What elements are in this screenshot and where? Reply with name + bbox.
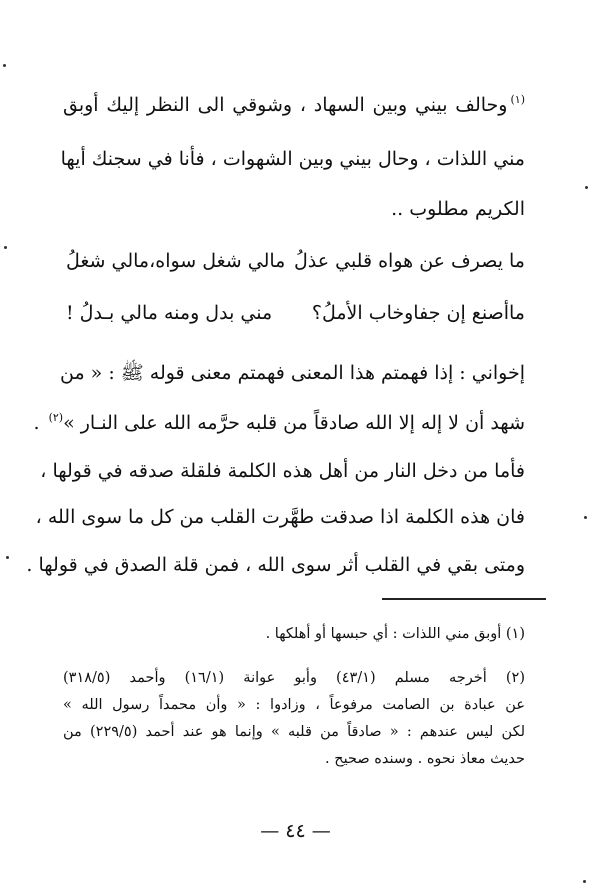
verse-1-right-hemistich: ما يصرف عن هواه قلبي عذلُ [293, 250, 525, 272]
paragraph-2-line-4: فان هذه الكلمة اذا صدقت طهَّرت القلب من كل ما سوى الله ، [35, 506, 525, 528]
paragraph-1-line-2: مني اللذات ، وحال بيني وبين الشهوات ، فأنا في سجنك أيها [60, 148, 525, 170]
scan-speck [585, 186, 588, 189]
scan-speck [583, 880, 586, 883]
footnote-ref-1: (١) [510, 93, 525, 106]
paragraph-2-line-1: إخواني : إذا فهمتم هذا المعنى فهمتم معنى قوله ﷺ : « من [59, 362, 525, 384]
footnote-2-line-4: حديث معاذ نحوه . وسنده صحيح . [325, 751, 525, 767]
footnote-divider [382, 598, 546, 600]
scan-speck [6, 556, 9, 559]
verse-2-right-hemistich: ماأصنع إن جفاوخاب الأملُ؟ [311, 302, 525, 324]
footnote-2-line-3: لكن ليس عندهم : « صادقاً من قلبه » وإنما هو عند أحمد (٢٢٩/٥) من [63, 724, 525, 740]
paragraph-1-line-1: $^{(١)}$وحالف بيني وبين السهاد ، وشوقي الى النظر إليك أوبق [63, 93, 525, 116]
page-number: — ٤٤ — [260, 820, 331, 842]
scan-speck [584, 516, 587, 519]
footnote-ref-2: (٢) [48, 411, 64, 424]
paragraph-2-line-3: فأما من دخل النار من أهل هذه الكلمة فلقلة صدقه في قولها ، [40, 460, 525, 482]
paragraph-1-line-3: الكريم مطلوب .. [391, 198, 525, 220]
scan-speck [4, 246, 7, 249]
verse-1-left-hemistich: مالي شغل سواه،مالي شغلُ [66, 250, 286, 272]
footnote-1: (١) أوبق مني اللذات : أي حبسها أو أهلكها . [265, 626, 525, 642]
paragraph-2-line-2: شهد أن لا إله إلا الله صادقاً من قلبه حرَّمه الله على النـار »$^{(٢)}$ . [33, 411, 525, 434]
footnote-2-line-1: (٢) أخرجه مسلم (٤٣/١) وأبو عوانة (١٦/١) وأحمد (٣١٨/٥) [63, 670, 525, 686]
verse-2-left-hemistich: مني بدل ومنه مالي بـدلُ ! [66, 302, 273, 324]
paragraph-2-line-5: ومتى بقي في القلب أثر سوى الله ، فمن قلة الصدق في قولها . [26, 554, 525, 576]
scan-speck [3, 64, 6, 67]
footnote-2-line-2: عن عبادة بن الصامت مرفوعاً ، وزادوا : « وأن محمداً رسول الله » [63, 697, 525, 713]
